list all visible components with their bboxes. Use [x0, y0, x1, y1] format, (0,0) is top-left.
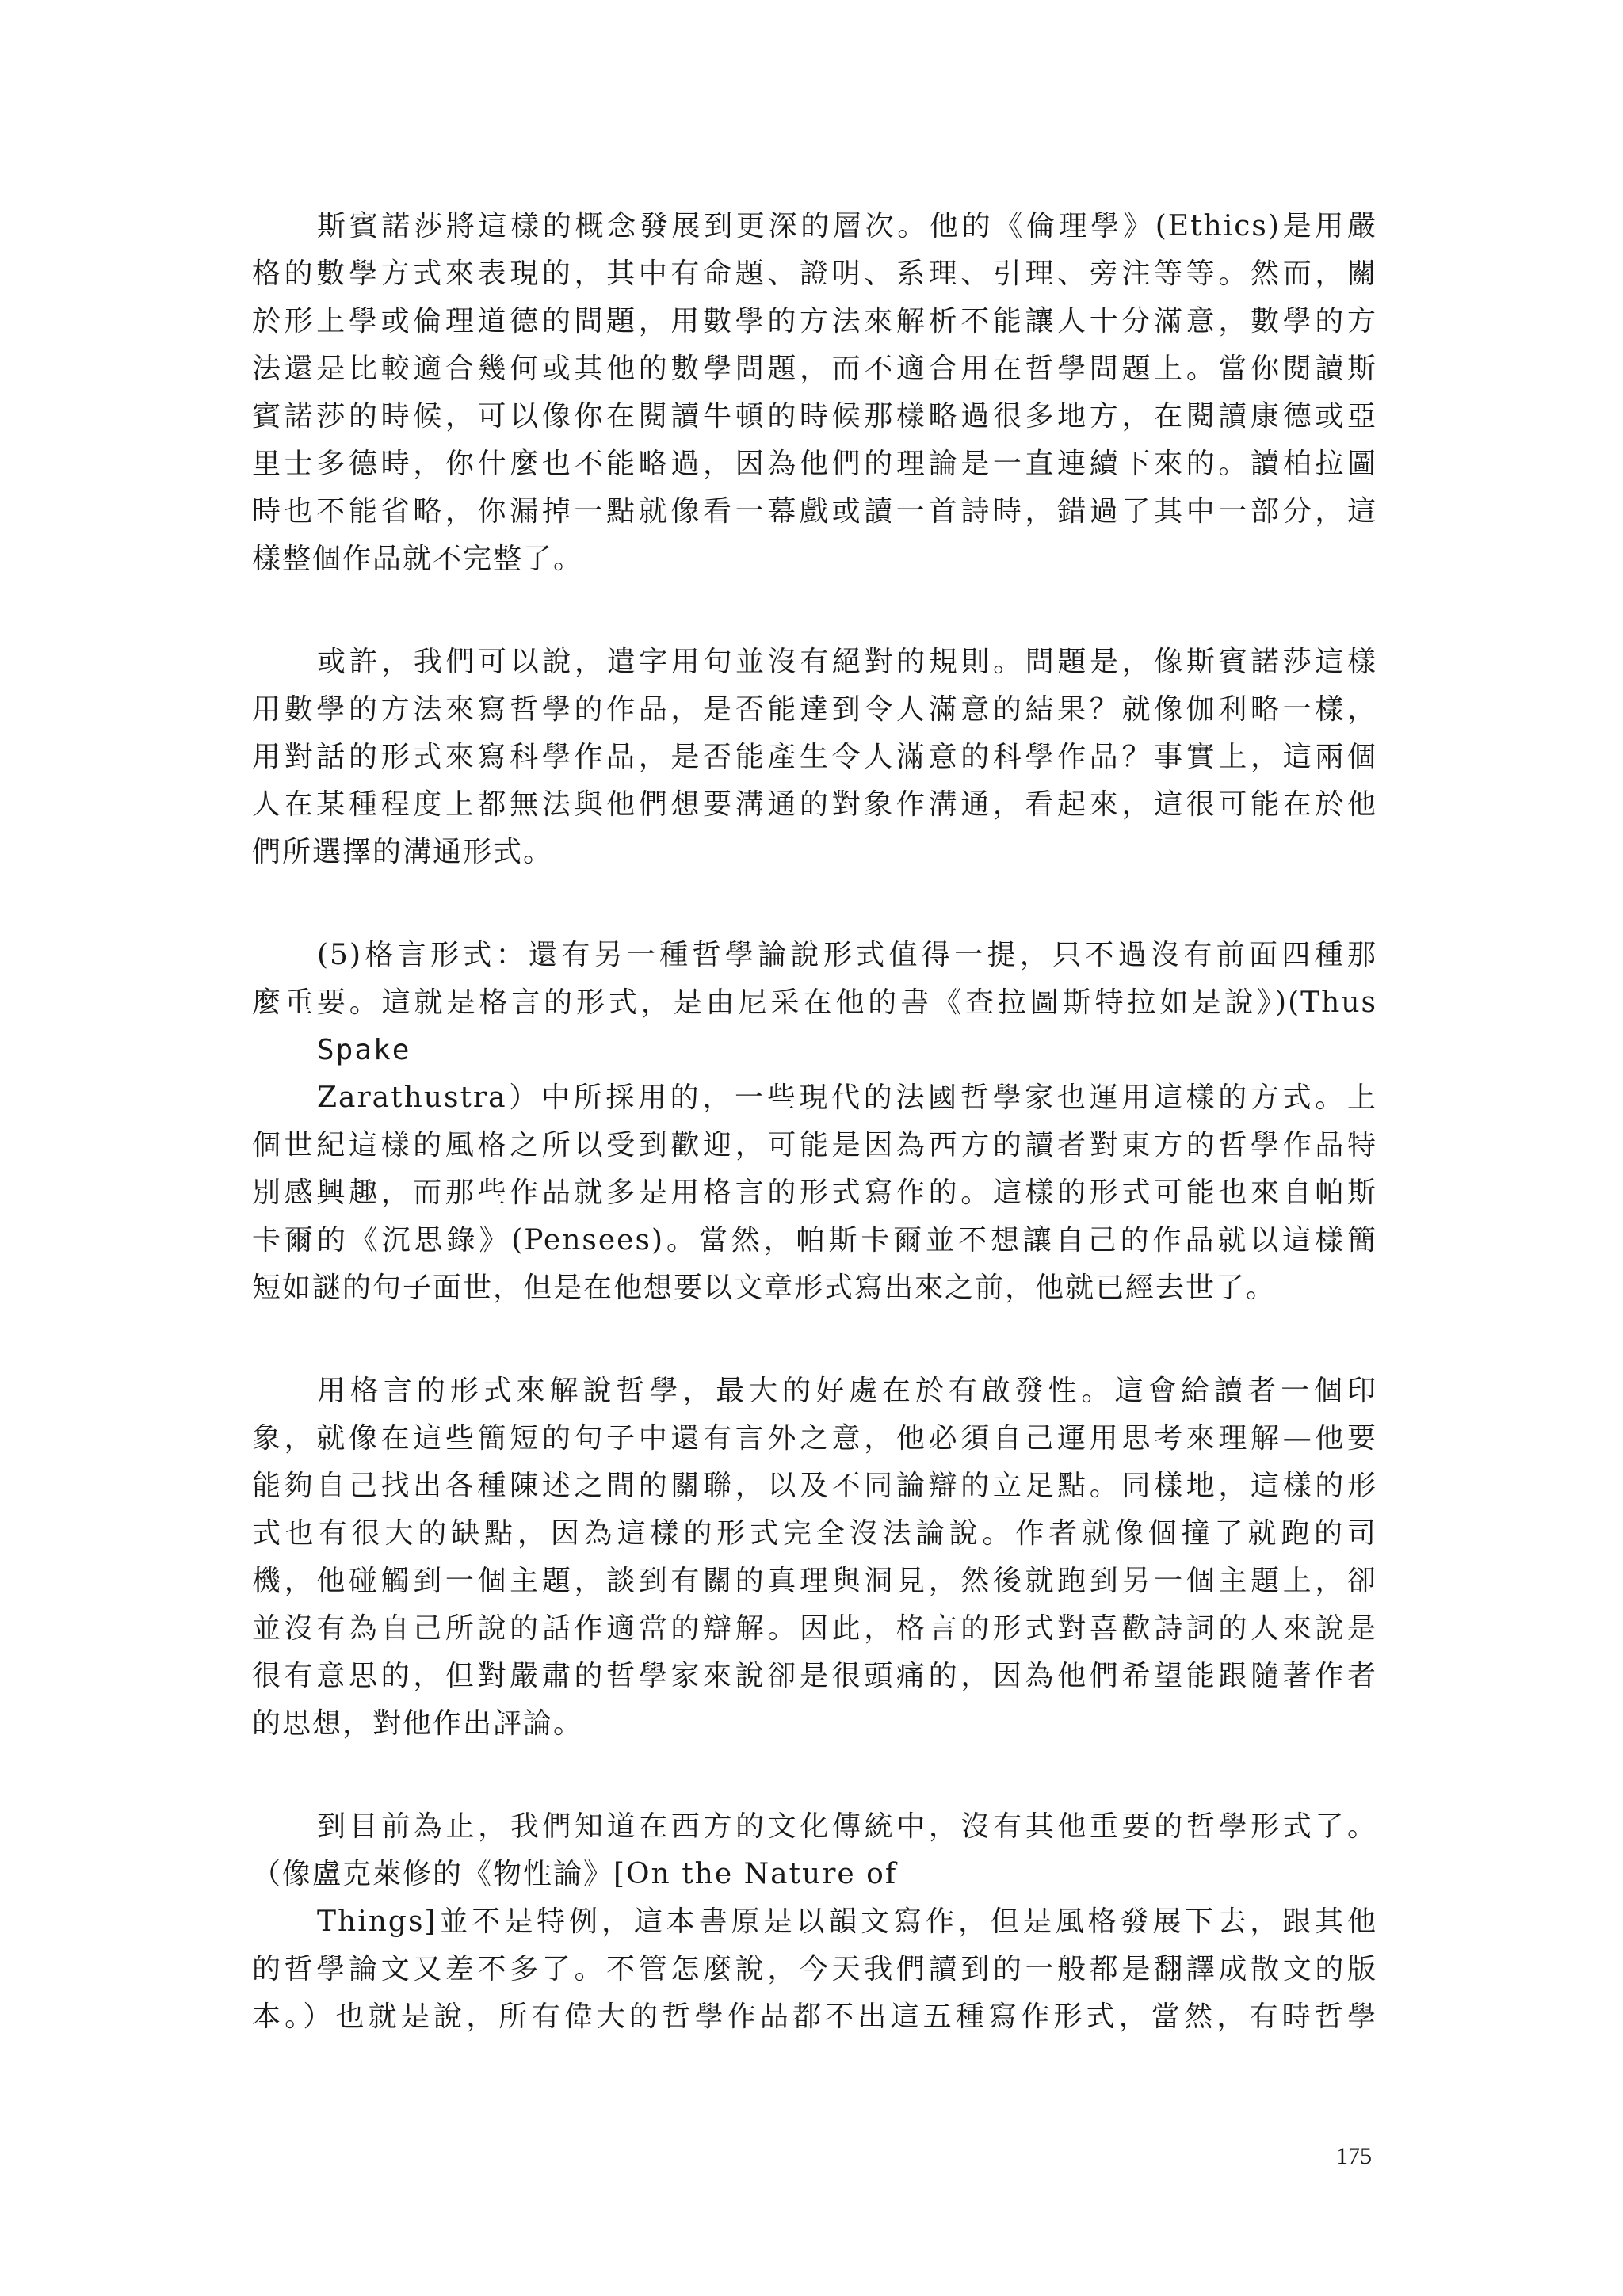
- text-line: 很有意思的，但對嚴肅的哲學家來說卻是很頭痛的，因為他們希望能跟隨著作者: [252, 1660, 1377, 1692]
- text-line: 人在某種程度上都無法與他們想要溝通的對象作溝通，看起來，這很可能在於他: [252, 788, 1377, 821]
- text-line: 的哲學論文又差不多了。不管怎麼說，今天我們讀到的一般都是翻譯成散文的版: [252, 1953, 1377, 1985]
- text-line: 卡爾的《沉思錄》(Pensees)。當然，帕斯卡爾並不想讓自己的作品就以這樣簡: [252, 1224, 1377, 1257]
- page-number: 175: [1336, 2143, 1372, 2169]
- text-line: 並沒有為自己所說的話作適當的辯解。因此，格言的形式對喜歡詩詞的人來說是: [252, 1612, 1377, 1645]
- text-line: 本。）也就是說，所有偉大的哲學作品都不出這五種寫作形式，當然，有時哲學: [252, 2000, 1377, 2033]
- text-line: 個世紀這樣的風格之所以受到歡迎，可能是因為西方的讀者對東方的哲學作品特: [252, 1129, 1377, 1161]
- text-line: 機，他碰觸到一個主題，談到有關的真理與洞見，然後就跑到另一個主題上，卻: [252, 1565, 1377, 1597]
- text-line: 里士多德時，你什麼也不能略過，因為他們的理論是一直連續下來的。讀柏拉圖: [252, 448, 1377, 480]
- text-line: Things]並不是特例，這本書原是以韻文寫作，但是風格發展下去，跟其他: [317, 1905, 1377, 1938]
- text-line: 用對話的形式來寫科學作品，是否能產生令人滿意的科學作品？事實上，這兩個: [252, 741, 1377, 773]
- text-line: 用數學的方法來寫哲學的作品，是否能達到令人滿意的結果？就像伽利略一樣，: [252, 693, 1377, 726]
- text-line: 格的數學方式來表現的，其中有命題、證明、系理、引理、旁注等等。然而，關: [252, 257, 1377, 290]
- text-line: 式也有很大的缺點，因為這樣的形式完全沒法論說。作者就像個撞了就跑的司: [252, 1517, 1377, 1550]
- text-line: 法還是比較適合幾何或其他的數學問題，而不適合用在哲學問題上。當你閱讀斯: [252, 353, 1377, 385]
- text-line: 到目前為止，我們知道在西方的文化傳統中，沒有其他重要的哲學形式了。: [317, 1810, 1377, 1843]
- text-line: Spake: [317, 1034, 411, 1066]
- text-line: 賓諾莎的時候，可以像你在閱讀牛頓的時候那樣略過很多地方，在閱讀康德或亞: [252, 400, 1377, 433]
- text-line: 或許，我們可以說，遣字用句並沒有絕對的規則。問題是，像斯賓諾莎這樣: [317, 646, 1377, 678]
- text-line: 用格言的形式來解說哲學，最大的好處在於有啟發性。這會給讀者一個印: [317, 1375, 1377, 1407]
- text-line: 短如謎的句子面世，但是在他想要以文章形式寫出來之前，他就已經去世了。: [252, 1272, 1277, 1304]
- text-line: 麼重要。這就是格言的形式，是由尼采在他的書《查拉圖斯特拉如是說》)(Thus: [252, 986, 1377, 1019]
- text-line: 們所選擇的溝通形式。: [252, 836, 554, 868]
- text-line: 時也不能省略，你漏掉一點就像看一幕戲或讀一首詩時，錯過了其中一部分，這: [252, 495, 1377, 528]
- text-line: 能夠自己找出各種陳述之間的關聯，以及不同論辯的立足點。同樣地，這樣的形: [252, 1470, 1377, 1502]
- text-line: 的思想，對他作出評論。: [252, 1707, 584, 1740]
- text-line: Zarathustra）中所採用的，一些現代的法國哲學家也運用這樣的方式。上: [317, 1081, 1377, 1114]
- text-line: 象，就像在這些簡短的句子中還有言外之意，他必須自己運用思考來理解—他要: [252, 1422, 1377, 1455]
- text-line: 別感興趣，而那些作品就多是用格言的形式寫作的。這樣的形式可能也來自帕斯: [252, 1177, 1377, 1209]
- text-line: (5)格言形式：還有另一種哲學論說形式值得一提，只不過沒有前面四種那: [317, 939, 1377, 971]
- text-line: 樣整個作品就不完整了。: [252, 543, 584, 575]
- text-line: 於形上學或倫理道德的問題，用數學的方法來解析不能讓人十分滿意，數學的方: [252, 305, 1377, 338]
- text-line: （像盧克萊修的《物性論》[On the Nature of: [252, 1858, 898, 1890]
- text-line: 斯賓諾莎將這樣的概念發展到更深的層次。他的《倫理學》(Ethics)是用嚴: [317, 210, 1377, 242]
